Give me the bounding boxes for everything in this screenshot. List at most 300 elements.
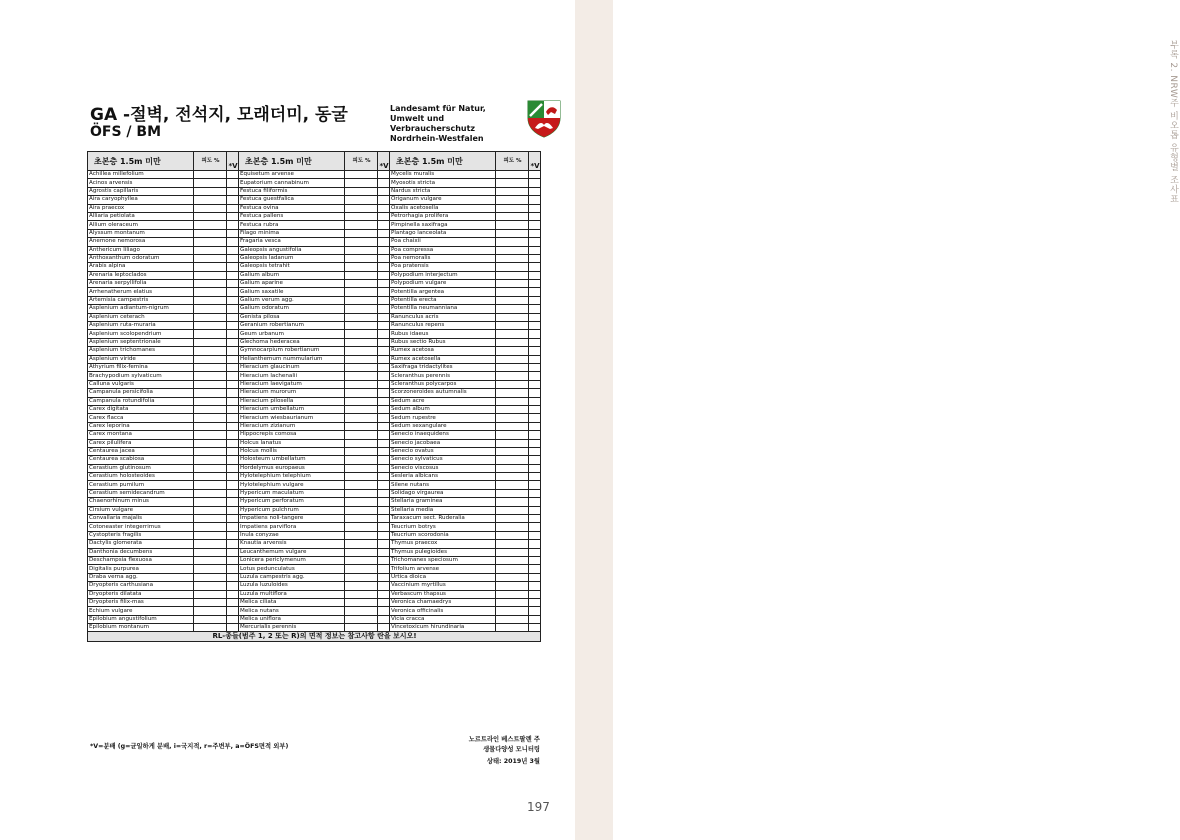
- cover-field[interactable]: [345, 271, 378, 279]
- distribution-field[interactable]: [227, 523, 239, 531]
- cover-field[interactable]: [496, 548, 529, 556]
- cover-field[interactable]: [194, 372, 227, 380]
- distribution-field[interactable]: [529, 498, 541, 506]
- distribution-field[interactable]: [529, 447, 541, 455]
- cover-field[interactable]: [496, 531, 529, 539]
- cover-field[interactable]: [345, 330, 378, 338]
- cover-field[interactable]: [496, 355, 529, 363]
- distribution-field[interactable]: [378, 296, 390, 304]
- distribution-field[interactable]: [529, 330, 541, 338]
- distribution-field[interactable]: [378, 238, 390, 246]
- cover-field[interactable]: [496, 204, 529, 212]
- cover-field[interactable]: [496, 338, 529, 346]
- cover-field[interactable]: [496, 439, 529, 447]
- distribution-field[interactable]: [227, 271, 239, 279]
- cover-field[interactable]: [496, 171, 529, 179]
- distribution-field[interactable]: [227, 624, 239, 632]
- distribution-field[interactable]: [378, 221, 390, 229]
- distribution-field[interactable]: [529, 212, 541, 220]
- distribution-field[interactable]: [227, 179, 239, 187]
- cover-field[interactable]: [496, 456, 529, 464]
- distribution-field[interactable]: [529, 229, 541, 237]
- cover-field[interactable]: [345, 355, 378, 363]
- distribution-field[interactable]: [529, 607, 541, 615]
- distribution-field[interactable]: [378, 171, 390, 179]
- distribution-field[interactable]: [227, 330, 239, 338]
- cover-field[interactable]: [345, 624, 378, 632]
- cover-field[interactable]: [345, 263, 378, 271]
- cover-field[interactable]: [496, 405, 529, 413]
- distribution-field[interactable]: [529, 615, 541, 623]
- distribution-field[interactable]: [378, 565, 390, 573]
- distribution-field[interactable]: [378, 590, 390, 598]
- cover-field[interactable]: [194, 397, 227, 405]
- distribution-field[interactable]: [529, 380, 541, 388]
- cover-field[interactable]: [345, 171, 378, 179]
- distribution-field[interactable]: [378, 447, 390, 455]
- cover-field[interactable]: [194, 506, 227, 514]
- cover-field[interactable]: [194, 456, 227, 464]
- cover-field[interactable]: [194, 489, 227, 497]
- distribution-field[interactable]: [529, 556, 541, 564]
- cover-field[interactable]: [194, 263, 227, 271]
- cover-field[interactable]: [194, 540, 227, 548]
- distribution-field[interactable]: [227, 540, 239, 548]
- distribution-field[interactable]: [529, 506, 541, 514]
- distribution-field[interactable]: [378, 397, 390, 405]
- cover-field[interactable]: [496, 179, 529, 187]
- cover-field[interactable]: [496, 271, 529, 279]
- cover-field[interactable]: [496, 582, 529, 590]
- cover-field[interactable]: [496, 598, 529, 606]
- cover-field[interactable]: [345, 506, 378, 514]
- cover-field[interactable]: [496, 565, 529, 573]
- cover-field[interactable]: [496, 296, 529, 304]
- distribution-field[interactable]: [529, 305, 541, 313]
- cover-field[interactable]: [496, 372, 529, 380]
- cover-field[interactable]: [194, 498, 227, 506]
- cover-field[interactable]: [345, 431, 378, 439]
- distribution-field[interactable]: [529, 313, 541, 321]
- distribution-field[interactable]: [227, 171, 239, 179]
- distribution-field[interactable]: [529, 221, 541, 229]
- cover-field[interactable]: [496, 607, 529, 615]
- cover-field[interactable]: [345, 540, 378, 548]
- distribution-field[interactable]: [378, 355, 390, 363]
- distribution-field[interactable]: [378, 389, 390, 397]
- cover-field[interactable]: [345, 414, 378, 422]
- cover-field[interactable]: [345, 212, 378, 220]
- cover-field[interactable]: [194, 238, 227, 246]
- cover-field[interactable]: [496, 540, 529, 548]
- distribution-field[interactable]: [227, 607, 239, 615]
- distribution-field[interactable]: [529, 431, 541, 439]
- distribution-field[interactable]: [529, 531, 541, 539]
- cover-field[interactable]: [496, 431, 529, 439]
- distribution-field[interactable]: [529, 523, 541, 531]
- distribution-field[interactable]: [378, 615, 390, 623]
- distribution-field[interactable]: [227, 573, 239, 581]
- distribution-field[interactable]: [378, 531, 390, 539]
- distribution-field[interactable]: [227, 439, 239, 447]
- distribution-field[interactable]: [227, 196, 239, 204]
- cover-field[interactable]: [496, 212, 529, 220]
- distribution-field[interactable]: [378, 582, 390, 590]
- cover-field[interactable]: [496, 481, 529, 489]
- cover-field[interactable]: [496, 254, 529, 262]
- cover-field[interactable]: [496, 397, 529, 405]
- distribution-field[interactable]: [529, 347, 541, 355]
- cover-field[interactable]: [345, 204, 378, 212]
- cover-field[interactable]: [496, 414, 529, 422]
- cover-field[interactable]: [496, 447, 529, 455]
- cover-field[interactable]: [194, 405, 227, 413]
- cover-field[interactable]: [496, 464, 529, 472]
- cover-field[interactable]: [194, 305, 227, 313]
- cover-field[interactable]: [496, 573, 529, 581]
- distribution-field[interactable]: [378, 246, 390, 254]
- distribution-field[interactable]: [378, 380, 390, 388]
- cover-field[interactable]: [194, 565, 227, 573]
- cover-field[interactable]: [345, 481, 378, 489]
- distribution-field[interactable]: [529, 548, 541, 556]
- distribution-field[interactable]: [529, 598, 541, 606]
- cover-field[interactable]: [194, 254, 227, 262]
- cover-field[interactable]: [194, 322, 227, 330]
- distribution-field[interactable]: [378, 439, 390, 447]
- cover-field[interactable]: [345, 498, 378, 506]
- distribution-field[interactable]: [529, 271, 541, 279]
- distribution-field[interactable]: [227, 229, 239, 237]
- distribution-field[interactable]: [227, 498, 239, 506]
- cover-field[interactable]: [194, 615, 227, 623]
- distribution-field[interactable]: [529, 389, 541, 397]
- cover-field[interactable]: [194, 280, 227, 288]
- distribution-field[interactable]: [529, 405, 541, 413]
- distribution-field[interactable]: [227, 254, 239, 262]
- distribution-field[interactable]: [227, 187, 239, 195]
- distribution-field[interactable]: [227, 506, 239, 514]
- cover-field[interactable]: [194, 171, 227, 179]
- distribution-field[interactable]: [227, 305, 239, 313]
- distribution-field[interactable]: [227, 431, 239, 439]
- cover-field[interactable]: [345, 473, 378, 481]
- cover-field[interactable]: [194, 548, 227, 556]
- cover-field[interactable]: [345, 288, 378, 296]
- distribution-field[interactable]: [529, 296, 541, 304]
- cover-field[interactable]: [345, 615, 378, 623]
- distribution-field[interactable]: [227, 263, 239, 271]
- distribution-field[interactable]: [529, 397, 541, 405]
- distribution-field[interactable]: [378, 187, 390, 195]
- distribution-field[interactable]: [378, 363, 390, 371]
- cover-field[interactable]: [345, 338, 378, 346]
- distribution-field[interactable]: [227, 389, 239, 397]
- cover-field[interactable]: [345, 246, 378, 254]
- distribution-field[interactable]: [227, 556, 239, 564]
- distribution-field[interactable]: [378, 556, 390, 564]
- cover-field[interactable]: [345, 607, 378, 615]
- cover-field[interactable]: [345, 523, 378, 531]
- distribution-field[interactable]: [227, 456, 239, 464]
- cover-field[interactable]: [496, 523, 529, 531]
- distribution-field[interactable]: [378, 229, 390, 237]
- cover-field[interactable]: [496, 389, 529, 397]
- cover-field[interactable]: [345, 447, 378, 455]
- distribution-field[interactable]: [378, 624, 390, 632]
- cover-field[interactable]: [194, 590, 227, 598]
- distribution-field[interactable]: [227, 422, 239, 430]
- cover-field[interactable]: [345, 422, 378, 430]
- distribution-field[interactable]: [378, 540, 390, 548]
- distribution-field[interactable]: [529, 246, 541, 254]
- distribution-field[interactable]: [529, 372, 541, 380]
- cover-field[interactable]: [194, 582, 227, 590]
- cover-field[interactable]: [194, 229, 227, 237]
- cover-field[interactable]: [194, 414, 227, 422]
- distribution-field[interactable]: [378, 347, 390, 355]
- cover-field[interactable]: [194, 296, 227, 304]
- cover-field[interactable]: [194, 196, 227, 204]
- distribution-field[interactable]: [529, 464, 541, 472]
- distribution-field[interactable]: [378, 338, 390, 346]
- distribution-field[interactable]: [378, 372, 390, 380]
- cover-field[interactable]: [194, 624, 227, 632]
- cover-field[interactable]: [496, 515, 529, 523]
- cover-field[interactable]: [496, 473, 529, 481]
- cover-field[interactable]: [194, 439, 227, 447]
- distribution-field[interactable]: [378, 481, 390, 489]
- cover-field[interactable]: [496, 246, 529, 254]
- distribution-field[interactable]: [529, 624, 541, 632]
- cover-field[interactable]: [345, 405, 378, 413]
- cover-field[interactable]: [194, 330, 227, 338]
- distribution-field[interactable]: [227, 489, 239, 497]
- distribution-field[interactable]: [529, 422, 541, 430]
- cover-field[interactable]: [194, 221, 227, 229]
- cover-field[interactable]: [496, 506, 529, 514]
- cover-field[interactable]: [345, 238, 378, 246]
- distribution-field[interactable]: [227, 447, 239, 455]
- distribution-field[interactable]: [227, 322, 239, 330]
- distribution-field[interactable]: [227, 347, 239, 355]
- cover-field[interactable]: [345, 439, 378, 447]
- cover-field[interactable]: [345, 187, 378, 195]
- distribution-field[interactable]: [529, 196, 541, 204]
- distribution-field[interactable]: [378, 212, 390, 220]
- cover-field[interactable]: [496, 196, 529, 204]
- cover-field[interactable]: [496, 498, 529, 506]
- cover-field[interactable]: [194, 288, 227, 296]
- cover-field[interactable]: [345, 582, 378, 590]
- distribution-field[interactable]: [378, 196, 390, 204]
- distribution-field[interactable]: [378, 271, 390, 279]
- cover-field[interactable]: [345, 280, 378, 288]
- cover-field[interactable]: [496, 313, 529, 321]
- cover-field[interactable]: [345, 254, 378, 262]
- distribution-field[interactable]: [378, 254, 390, 262]
- cover-field[interactable]: [496, 280, 529, 288]
- cover-field[interactable]: [194, 481, 227, 489]
- distribution-field[interactable]: [227, 246, 239, 254]
- distribution-field[interactable]: [529, 171, 541, 179]
- distribution-field[interactable]: [227, 338, 239, 346]
- cover-field[interactable]: [194, 515, 227, 523]
- distribution-field[interactable]: [378, 322, 390, 330]
- cover-field[interactable]: [345, 573, 378, 581]
- cover-field[interactable]: [194, 313, 227, 321]
- distribution-field[interactable]: [378, 280, 390, 288]
- distribution-field[interactable]: [227, 464, 239, 472]
- distribution-field[interactable]: [378, 506, 390, 514]
- cover-field[interactable]: [194, 531, 227, 539]
- distribution-field[interactable]: [529, 254, 541, 262]
- distribution-field[interactable]: [529, 540, 541, 548]
- cover-field[interactable]: [496, 229, 529, 237]
- cover-field[interactable]: [345, 229, 378, 237]
- cover-field[interactable]: [194, 556, 227, 564]
- cover-field[interactable]: [345, 456, 378, 464]
- distribution-field[interactable]: [227, 615, 239, 623]
- cover-field[interactable]: [496, 305, 529, 313]
- cover-field[interactable]: [496, 330, 529, 338]
- distribution-field[interactable]: [529, 179, 541, 187]
- cover-field[interactable]: [496, 187, 529, 195]
- cover-field[interactable]: [194, 473, 227, 481]
- cover-field[interactable]: [345, 531, 378, 539]
- cover-field[interactable]: [345, 548, 378, 556]
- distribution-field[interactable]: [378, 422, 390, 430]
- distribution-field[interactable]: [227, 280, 239, 288]
- cover-field[interactable]: [496, 590, 529, 598]
- distribution-field[interactable]: [378, 179, 390, 187]
- cover-field[interactable]: [194, 355, 227, 363]
- cover-field[interactable]: [496, 489, 529, 497]
- distribution-field[interactable]: [227, 565, 239, 573]
- distribution-field[interactable]: [378, 523, 390, 531]
- cover-field[interactable]: [345, 556, 378, 564]
- distribution-field[interactable]: [378, 405, 390, 413]
- distribution-field[interactable]: [378, 489, 390, 497]
- distribution-field[interactable]: [529, 582, 541, 590]
- cover-field[interactable]: [194, 523, 227, 531]
- cover-field[interactable]: [496, 238, 529, 246]
- distribution-field[interactable]: [529, 288, 541, 296]
- distribution-field[interactable]: [378, 414, 390, 422]
- cover-field[interactable]: [345, 372, 378, 380]
- cover-field[interactable]: [345, 347, 378, 355]
- cover-field[interactable]: [496, 615, 529, 623]
- cover-field[interactable]: [496, 322, 529, 330]
- distribution-field[interactable]: [529, 489, 541, 497]
- distribution-field[interactable]: [529, 238, 541, 246]
- distribution-field[interactable]: [227, 598, 239, 606]
- distribution-field[interactable]: [378, 305, 390, 313]
- distribution-field[interactable]: [529, 355, 541, 363]
- distribution-field[interactable]: [227, 405, 239, 413]
- cover-field[interactable]: [194, 447, 227, 455]
- distribution-field[interactable]: [378, 288, 390, 296]
- distribution-field[interactable]: [227, 296, 239, 304]
- cover-field[interactable]: [496, 347, 529, 355]
- distribution-field[interactable]: [529, 481, 541, 489]
- distribution-field[interactable]: [227, 380, 239, 388]
- distribution-field[interactable]: [227, 481, 239, 489]
- cover-field[interactable]: [194, 464, 227, 472]
- cover-field[interactable]: [345, 515, 378, 523]
- distribution-field[interactable]: [227, 204, 239, 212]
- distribution-field[interactable]: [529, 263, 541, 271]
- distribution-field[interactable]: [227, 414, 239, 422]
- distribution-field[interactable]: [378, 473, 390, 481]
- cover-field[interactable]: [194, 363, 227, 371]
- cover-field[interactable]: [345, 221, 378, 229]
- distribution-field[interactable]: [227, 590, 239, 598]
- cover-field[interactable]: [496, 422, 529, 430]
- distribution-field[interactable]: [227, 288, 239, 296]
- distribution-field[interactable]: [529, 187, 541, 195]
- cover-field[interactable]: [194, 246, 227, 254]
- distribution-field[interactable]: [529, 280, 541, 288]
- cover-field[interactable]: [194, 431, 227, 439]
- distribution-field[interactable]: [227, 531, 239, 539]
- distribution-field[interactable]: [227, 372, 239, 380]
- distribution-field[interactable]: [378, 330, 390, 338]
- cover-field[interactable]: [194, 179, 227, 187]
- distribution-field[interactable]: [378, 498, 390, 506]
- distribution-field[interactable]: [227, 363, 239, 371]
- distribution-field[interactable]: [378, 598, 390, 606]
- distribution-field[interactable]: [529, 204, 541, 212]
- cover-field[interactable]: [345, 196, 378, 204]
- cover-field[interactable]: [194, 573, 227, 581]
- distribution-field[interactable]: [529, 363, 541, 371]
- distribution-field[interactable]: [529, 590, 541, 598]
- cover-field[interactable]: [345, 380, 378, 388]
- cover-field[interactable]: [194, 422, 227, 430]
- cover-field[interactable]: [345, 397, 378, 405]
- distribution-field[interactable]: [529, 573, 541, 581]
- cover-field[interactable]: [496, 288, 529, 296]
- cover-field[interactable]: [345, 322, 378, 330]
- cover-field[interactable]: [194, 380, 227, 388]
- cover-field[interactable]: [345, 389, 378, 397]
- distribution-field[interactable]: [378, 204, 390, 212]
- cover-field[interactable]: [194, 271, 227, 279]
- cover-field[interactable]: [345, 598, 378, 606]
- cover-field[interactable]: [496, 263, 529, 271]
- distribution-field[interactable]: [378, 515, 390, 523]
- distribution-field[interactable]: [378, 464, 390, 472]
- distribution-field[interactable]: [378, 431, 390, 439]
- cover-field[interactable]: [345, 464, 378, 472]
- distribution-field[interactable]: [529, 439, 541, 447]
- distribution-field[interactable]: [227, 515, 239, 523]
- cover-field[interactable]: [496, 380, 529, 388]
- distribution-field[interactable]: [529, 565, 541, 573]
- cover-field[interactable]: [496, 624, 529, 632]
- distribution-field[interactable]: [529, 322, 541, 330]
- cover-field[interactable]: [496, 221, 529, 229]
- cover-field[interactable]: [345, 565, 378, 573]
- distribution-field[interactable]: [227, 473, 239, 481]
- distribution-field[interactable]: [378, 456, 390, 464]
- cover-field[interactable]: [194, 212, 227, 220]
- cover-field[interactable]: [496, 556, 529, 564]
- cover-field[interactable]: [496, 363, 529, 371]
- distribution-field[interactable]: [227, 221, 239, 229]
- cover-field[interactable]: [194, 187, 227, 195]
